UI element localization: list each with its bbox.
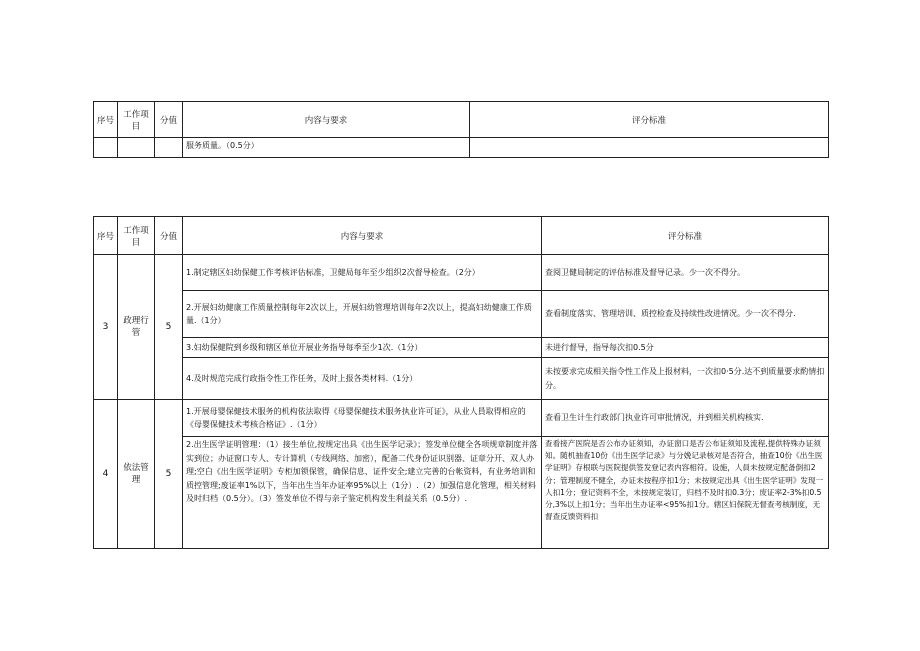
- table-row: [94, 338, 829, 358]
- content-cell: 1.制定辖区妇幼保健工作考核评估标准，卫健局每年至少组织2次督导检查。（2分）: [183, 255, 542, 291]
- header-content: 内容与要求: [183, 102, 470, 138]
- section-score: 5: [155, 255, 183, 400]
- header-seq: 序号: [94, 217, 118, 255]
- content-cell: 2.开展妇幼健康工作质量控制每年2次以上，开展妇幼管理培训每年2次以上，提高妇幼健康工作质量.（1分）: [183, 291, 542, 338]
- section-item: 依法管理: [118, 400, 155, 549]
- header-item: 工作项目: [118, 102, 155, 138]
- table-row: [94, 358, 829, 400]
- score-cell: [155, 138, 183, 158]
- seq-cell: [94, 138, 118, 158]
- header-score: 分值: [155, 217, 183, 255]
- section-seq: 4: [94, 400, 118, 549]
- header-criteria: 评分标准: [470, 102, 829, 138]
- criteria-cell: 未按要求完成相关指令性工作及上报材料，一次扣0·5分.达不到质量要求酌情扣分。: [542, 358, 829, 400]
- table-header-row: [94, 217, 829, 255]
- header-criteria: 评分标准: [542, 217, 829, 255]
- header-content: 内容与要求: [183, 217, 542, 255]
- criteria-cell: 查看接产医院是否公布办证须知，办证窗口是否公布证须知及流程,提供特殊办证须知。随机抽查10份《出生医学记录》与分娩记录核对是否符合，抽查10份《出生医学证明》存根联与医院提供签发登记表内容相符。设施，人員未按规定配备倒扣2分；管理制度不健全，办证未按程序扣1分；未按规定出具《出生医学证明》发现一人扣1分；登记资料不全，未按规定装订，归档不及时扣0.3分；废证率2-3%扣0.5分,3%以上扣1分；当年出生办证率<95%扣1分。辖区妇保院无督查考核制度，无督查反馈资料扣: [542, 437, 829, 549]
- content-cell: 4.及时规范完成行政指令性工作任务，及时上报各类材料.（1分）: [183, 358, 542, 400]
- content-cell: 3.妇幼保健院到乡级和辖区单位开展业务指导每季至少1次.（1分）: [183, 338, 542, 358]
- content-cell: 1.开展母婴保健技术服务的机构依法取得《母婴保健技术服务执业许可证》，从业人員取得相应的《母婴保健技术考核合格证》.（1分）: [183, 400, 542, 437]
- section-score: 5: [155, 400, 183, 549]
- table-row: [94, 291, 829, 338]
- table-row: [94, 400, 829, 437]
- item-cell: [118, 138, 155, 158]
- header-score: 分值: [155, 102, 183, 138]
- criteria-cell: 查看制度落实、管理培训、质控检查及持续性改进情况。少一次不得分.: [542, 291, 829, 338]
- table-row: [94, 138, 829, 158]
- assessment-table: [93, 216, 829, 549]
- table-row: [94, 255, 829, 291]
- table-header-row: [94, 102, 829, 138]
- content-cell: 服务质量。（0.5分）: [183, 138, 470, 158]
- continuation-table: [93, 101, 829, 158]
- criteria-cell: 查阅卫健局制定的评估标准及督导记录。少一次不得分。: [542, 255, 829, 291]
- criteria-cell: 未进行督导，指导每次扣0.5分: [542, 338, 829, 358]
- header-item: 工作项目: [118, 217, 155, 255]
- criteria-cell: 查看卫生计生行政部门执业许可审批情况，并到相关机构核实.: [542, 400, 829, 437]
- section-seq: 3: [94, 255, 118, 400]
- content-cell: 2.出生医学证明管理：（1）接生单位,按规定出具《出生医学记录》；签发单位健全各项规章制度并落实到位；办证窗口专人、专计算机（专线网络、加密），配备二代身份证识别器、证章分开、双人办理;空白《出生医学证明》专柜加锁保管，确保信息、证件安全;建立完善的台帐资料，有业务培训和质控管理;废证率1%以下，当年出生当年办证率95%以上（1分）.（2）加强信息化管理，相关材料及时归档（0.5分）。（3）签发单位不得与亲子鉴定机构发生利益关系（0.5分）.: [183, 437, 542, 549]
- criteria-cell: [470, 138, 829, 158]
- header-seq: 序号: [94, 102, 118, 138]
- section-item: 政理行管: [118, 255, 155, 400]
- table-row: [94, 437, 829, 549]
